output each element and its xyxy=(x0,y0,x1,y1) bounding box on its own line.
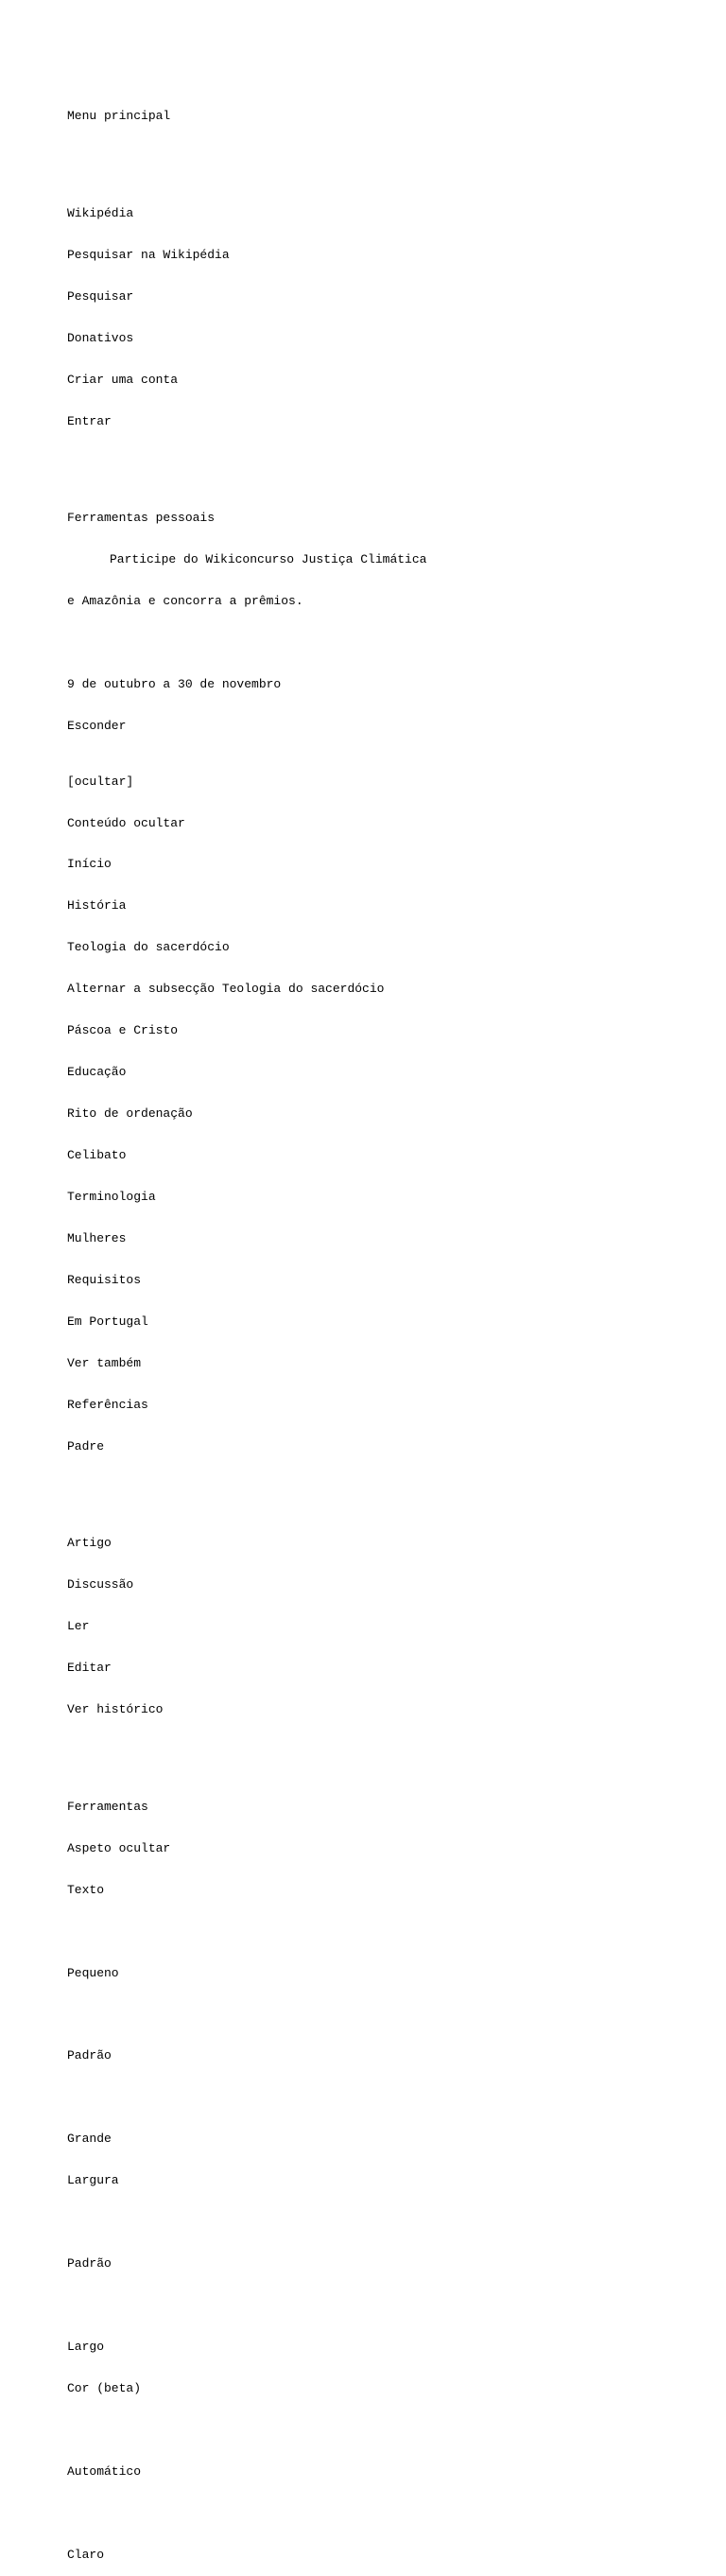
tab-article[interactable]: Artigo xyxy=(67,1536,112,1551)
toc-item-teologia[interactable]: Teologia do sacerdócio xyxy=(67,940,230,955)
page-content xyxy=(67,82,719,2576)
width-wide-option[interactable]: Largo xyxy=(67,2340,105,2355)
appearance-toggle[interactable]: Aspeto ocultar xyxy=(67,1840,171,1855)
spacer xyxy=(67,2009,719,2023)
spacer xyxy=(67,1745,719,1759)
spacer xyxy=(67,2091,719,2105)
toc-subsection-toggle[interactable]: Alternar a subsecção Teologia do sacerdócio xyxy=(67,982,385,997)
hide-banner-button[interactable]: Esconder xyxy=(67,718,127,733)
width-label: Largura xyxy=(67,2173,119,2188)
color-label: Cor (beta) xyxy=(67,2381,142,2396)
toc-item-referencias[interactable]: Referências xyxy=(67,1397,148,1412)
main-menu-button[interactable]: Menu principal xyxy=(67,109,171,124)
tab-discussion[interactable]: Discussão xyxy=(67,1577,134,1593)
toc-item-pascoa[interactable]: Páscoa e Cristo xyxy=(67,1023,179,1038)
toc-item-rito[interactable]: Rito de ordenação xyxy=(67,1106,193,1122)
toc-toggle-button[interactable]: [ocultar] xyxy=(67,774,134,789)
create-account-link[interactable]: Criar uma conta xyxy=(67,372,179,387)
spacer xyxy=(67,2424,719,2438)
toc-item-ver-tambem[interactable]: Ver também xyxy=(67,1355,142,1370)
search-input[interactable]: Pesquisar na Wikipédia xyxy=(67,247,230,262)
toc-item-educacao[interactable]: Educação xyxy=(67,1065,127,1080)
color-auto-option[interactable]: Automático xyxy=(67,2464,142,2480)
toc-item-mulheres[interactable]: Mulheres xyxy=(67,1231,127,1246)
toc-title[interactable]: Conteúdo ocultar xyxy=(67,815,185,830)
personal-tools-menu[interactable]: Ferramentas pessoais xyxy=(67,511,216,526)
contest-banner-link[interactable]: Participe do Wikiconcurso Justiça Climática xyxy=(110,552,427,567)
tools-menu[interactable]: Ferramentas xyxy=(67,1799,148,1814)
page-title: Padre xyxy=(67,1438,105,1453)
spacer xyxy=(67,1482,719,1496)
spacer xyxy=(67,457,719,471)
tab-edit[interactable]: Editar xyxy=(67,1661,112,1676)
spacer xyxy=(67,151,719,165)
login-link[interactable]: Entrar xyxy=(67,413,112,428)
color-light-option[interactable]: Claro xyxy=(67,2547,105,2562)
text-size-standard-option[interactable]: Padrão xyxy=(67,2048,112,2063)
search-button[interactable]: Pesquisar xyxy=(67,288,134,304)
spacer xyxy=(67,2216,719,2230)
spacer xyxy=(67,636,719,651)
spacer xyxy=(67,1925,719,1940)
text-size-label: Texto xyxy=(67,1882,105,1897)
toc-item-terminologia[interactable]: Terminologia xyxy=(67,1190,156,1205)
toc-item-celibato[interactable]: Celibato xyxy=(67,1148,127,1163)
toc-item-historia[interactable]: História xyxy=(67,898,127,914)
spacer xyxy=(67,2507,719,2521)
donate-link[interactable]: Donativos xyxy=(67,330,134,345)
spacer xyxy=(67,2299,719,2313)
width-standard-option[interactable]: Padrão xyxy=(67,2256,112,2271)
toc-item-requisitos[interactable]: Requisitos xyxy=(67,1273,142,1288)
text-size-large-option[interactable]: Grande xyxy=(67,2132,112,2147)
tab-history[interactable]: Ver histórico xyxy=(67,1702,164,1717)
wikipedia-home-link[interactable]: Wikipédia xyxy=(67,205,134,220)
contest-banner-text: e Amazônia e concorra a prêmios. xyxy=(67,594,303,609)
toc-item-portugal[interactable]: Em Portugal xyxy=(67,1314,148,1329)
contest-banner-dates: 9 de outubro a 30 de novembro xyxy=(67,677,282,692)
text-size-small-option[interactable]: Pequeno xyxy=(67,1965,119,1980)
tab-read[interactable]: Ler xyxy=(67,1619,90,1634)
toc-item-inicio[interactable]: Início xyxy=(67,857,112,872)
